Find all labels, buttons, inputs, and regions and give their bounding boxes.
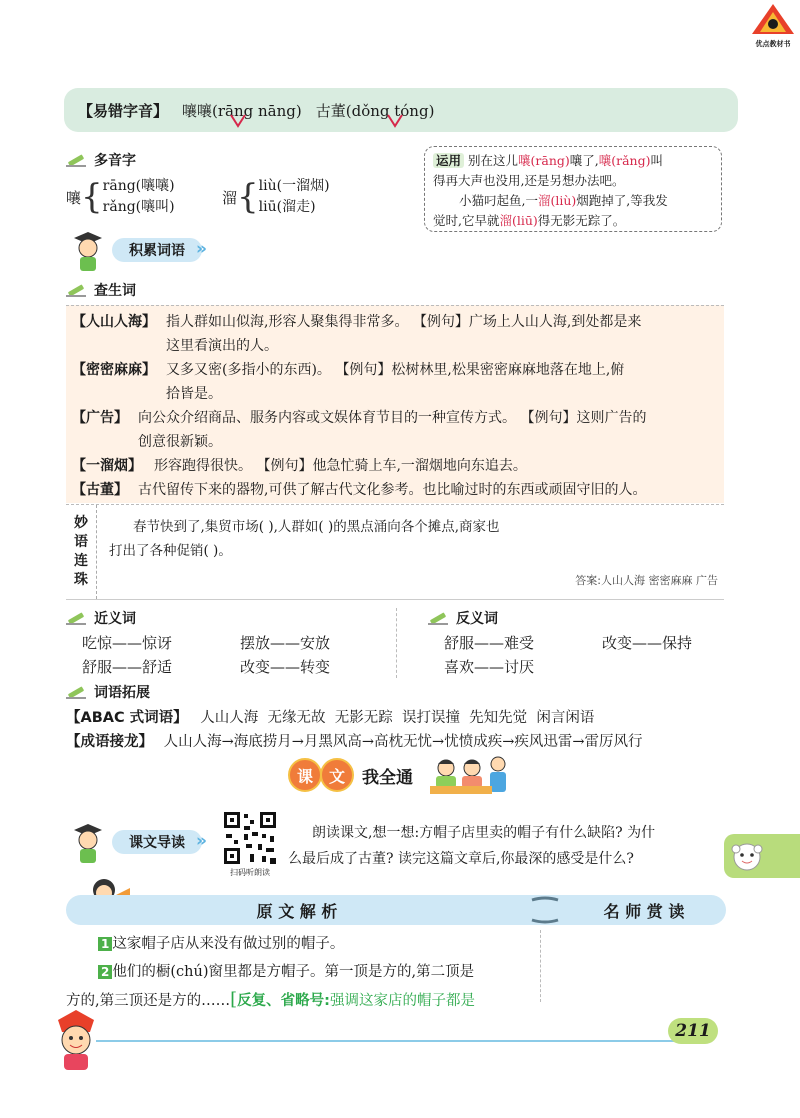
- section-divider: [396, 608, 397, 678]
- qr-caption: 扫码听朗读: [230, 868, 270, 877]
- teacher-reading-tab: 名 师 赏 读: [562, 895, 726, 925]
- exercise-box: [66, 504, 724, 600]
- analysis-body: [66, 930, 540, 1015]
- synonym-pair: 改变——转变: [240, 658, 331, 676]
- antonym-pair: 改变——保持: [602, 634, 693, 652]
- accumulate-banner: 积累词语: [112, 238, 202, 262]
- column-divider: [540, 930, 541, 1002]
- pencil-icon: [428, 611, 450, 625]
- vocab-entry: 【古董】 古代留传下来的器物,可供了解古代文化参考。也比喻过时的东西或顽固守旧的人。: [72, 482, 647, 498]
- paragraph-1: 1 这家帽子店从来没有做过别的帽子。: [66, 930, 540, 958]
- page-number: 211: [675, 1021, 711, 1041]
- chevron-right-icon: »: [196, 831, 207, 851]
- pencil-icon: [66, 283, 88, 297]
- idiom-chain-row: 【成语接龙】 人山人海→海底捞月→月黑风高→高枕无忧→忧愤成疾→疾风迅雷→雷厉风行: [66, 734, 643, 750]
- exercise-label: 妙 语 连 珠: [66, 505, 97, 599]
- synonym-pair: 舒服——舒适: [82, 658, 173, 676]
- synonym-pair: 摆放——安放: [240, 634, 331, 652]
- lesson-guide-text: 朗读课文,想一想:方帽子店里卖的帽子有什么缺陷? 为什 么最后成了古董? 读完这篇文章后,你最深的感受是什么?: [288, 825, 656, 867]
- synonym-pair: 吃惊——惊讶: [82, 634, 173, 652]
- exercise-line-2: 打出了各种促销( )。: [109, 543, 232, 559]
- error-mark-icon: [387, 114, 403, 128]
- side-tab: [724, 834, 800, 878]
- pencil-icon: [66, 611, 88, 625]
- synonyms-heading: 近义词: [66, 608, 136, 628]
- antonym-pair: 喜欢——讨厌: [444, 658, 535, 676]
- pencil-icon: [66, 153, 88, 167]
- vocab-entry: 【广告】 向公众介绍商品、服务内容或文娱体育节目的一种宣传方式。 【例句】这则广告的 创意很新颖。: [72, 410, 647, 450]
- exercise-line-1: 春节快到了,集贸市场( ),人群如( )的黑点涌向各个摊点,商家也: [133, 519, 500, 535]
- banner-badge: 文: [320, 758, 354, 792]
- pencil-icon: [66, 685, 88, 699]
- polyphone-char-2: 溜 { liù(一溜烟) liū(溜走): [222, 177, 330, 217]
- paragraph-number: 1: [98, 937, 112, 951]
- new-words-heading: 查生词: [66, 280, 136, 300]
- scholar-mascot: [66, 232, 110, 272]
- paragraph-number: 2: [98, 965, 112, 979]
- publisher-logo: [750, 2, 796, 46]
- mascot-character-icon: [46, 1010, 106, 1074]
- pronunciation-item-1: 嚷嚷(rāng nāng): [182, 101, 302, 120]
- antonym-pair: 舒服——难受: [444, 634, 535, 652]
- page-number-badge: [668, 1018, 718, 1044]
- polyphone-heading: 多音字: [66, 150, 136, 170]
- paragraph-2-continued: 方的,第三顶还是方的……[反复、省略号:强调这家店的帽子都是: [66, 989, 475, 1010]
- expansion-heading: 词语拓展: [66, 682, 150, 702]
- banner-badge: 课: [288, 758, 322, 792]
- binder-clip-icon: [528, 894, 562, 926]
- flame-logo-icon: [750, 2, 796, 36]
- pronunciation-item-2: 古董(dǒng tóng): [315, 101, 435, 120]
- lesson-banner: [288, 758, 413, 792]
- vocab-entry: 【一溜烟】 形容跑得很快。 【例句】他急忙骑上车,一溜烟地向东追去。: [72, 458, 527, 474]
- pronunciation-tag: 【易错字音】: [78, 101, 169, 120]
- original-analysis-tab: 原 文 解 析: [66, 895, 528, 925]
- brace-icon: {: [237, 177, 259, 217]
- polyphone-char-1: 嚷 { rāng(嚷嚷) rǎng(嚷叫): [66, 177, 175, 217]
- sheep-icon: [730, 839, 764, 873]
- analysis-header: [66, 894, 726, 926]
- scholar-icon: [66, 232, 110, 272]
- new-words-box: [66, 305, 724, 503]
- publisher-logo-text: 优点教材书: [755, 40, 791, 48]
- vocab-entry: 【密密麻麻】 又多又密(多指小的东西)。 【例句】松树林里,松果密密麻麻地落在地上,俯 拾皆是。: [72, 362, 625, 402]
- paragraph-2: 2 他们的橱(chú)窗里都是方帽子。第一顶是方的,第二顶是: [66, 958, 540, 986]
- antonyms-heading: 反义词: [428, 608, 498, 628]
- error-mark-icon: [230, 114, 246, 128]
- brace-icon: {: [81, 177, 103, 217]
- students-reading-icon: [426, 754, 516, 798]
- usage-tag: 运用: [433, 153, 464, 168]
- chevron-right-icon: »: [196, 239, 207, 259]
- scholar-icon: [66, 824, 110, 864]
- exercise-answer: 答案:人山人海 密密麻麻 广告: [575, 574, 718, 587]
- abac-row: 【ABAC 式词语】 人山人海 无缘无故 无影无踪 误打误撞 先知先觉 闲言闲语: [66, 710, 595, 726]
- footer-line: [96, 1040, 712, 1042]
- vocab-entry: 【人山人海】 指人群如山似海,形容人聚集得非常多。 【例句】广场上人山人海,到处都是来 这里看演出的人。: [72, 314, 642, 354]
- lesson-guide-banner: 课文导读: [112, 830, 202, 854]
- banner-title: 我全通: [362, 767, 413, 788]
- qr-code-icon[interactable]: [222, 810, 278, 866]
- usage-box: 运用 别在这儿嚷(rāng)嚷了,嚷(rǎng)叫 得再大声也没用,还是另想办法吧。 小猫叼起鱼,一溜(liù)烟跑掉了,等我发 觉时,它早就溜(liū)得无影无踪了。: [424, 146, 722, 232]
